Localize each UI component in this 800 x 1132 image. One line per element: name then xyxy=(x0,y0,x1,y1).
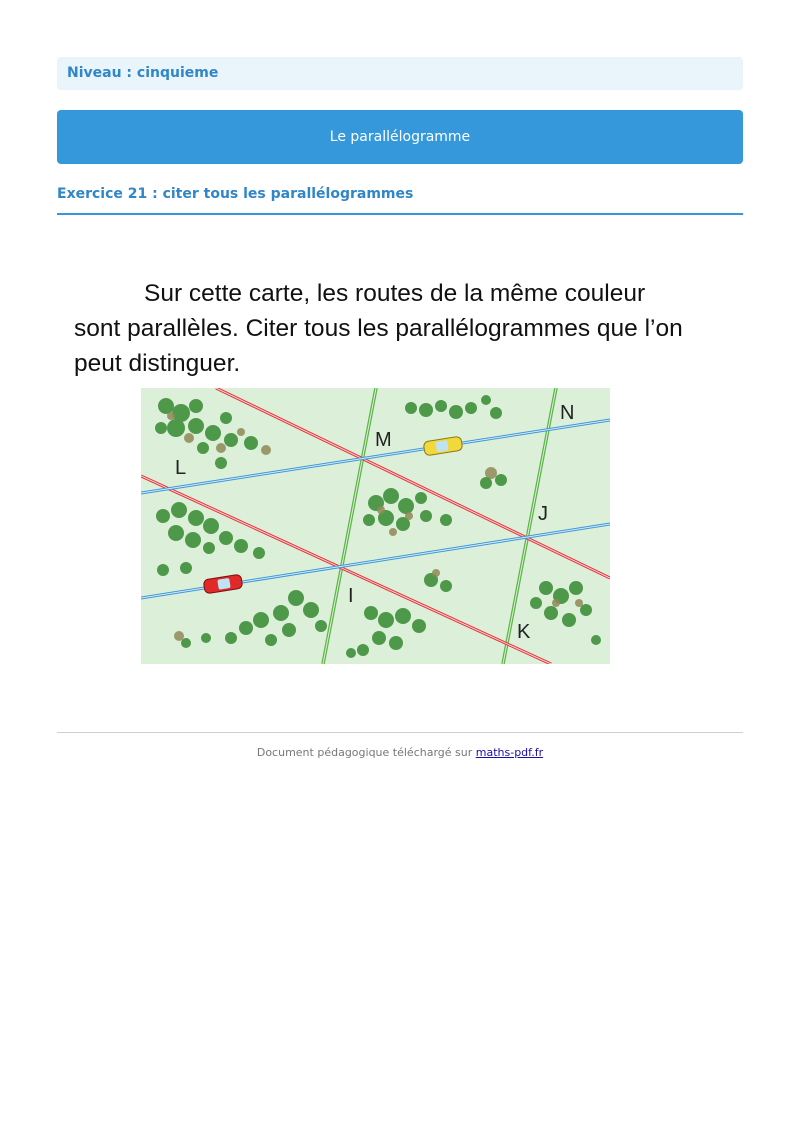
point-label-I: I xyxy=(348,585,354,607)
point-label-L: L xyxy=(175,457,187,479)
page-title: Le parallélogramme xyxy=(329,129,471,145)
point-label-M: M xyxy=(375,429,392,451)
exercise-heading: Exercice 21 : citer tous les parallélogrammes xyxy=(57,186,743,215)
page-title-banner xyxy=(57,110,743,164)
footer-link[interactable]: maths-pdf.fr xyxy=(475,746,544,759)
exercise-statement: Sur cette carte, les routes de la même couleur sont parallèles. Citer tous les parallélogrammes que l’on peut distinguer. xyxy=(74,280,683,377)
point-label-K: K xyxy=(517,621,531,643)
point-label-N: N xyxy=(560,402,575,424)
footer-divider xyxy=(57,732,743,733)
level-banner xyxy=(57,57,743,90)
road-map-svg xyxy=(141,388,610,664)
footer-text: Document pédagogique téléchargé sur xyxy=(256,746,476,759)
road-map-figure xyxy=(141,388,610,664)
footer xyxy=(57,746,743,759)
level-label: Niveau : cinquieme xyxy=(67,65,219,81)
point-label-J: J xyxy=(538,503,548,525)
